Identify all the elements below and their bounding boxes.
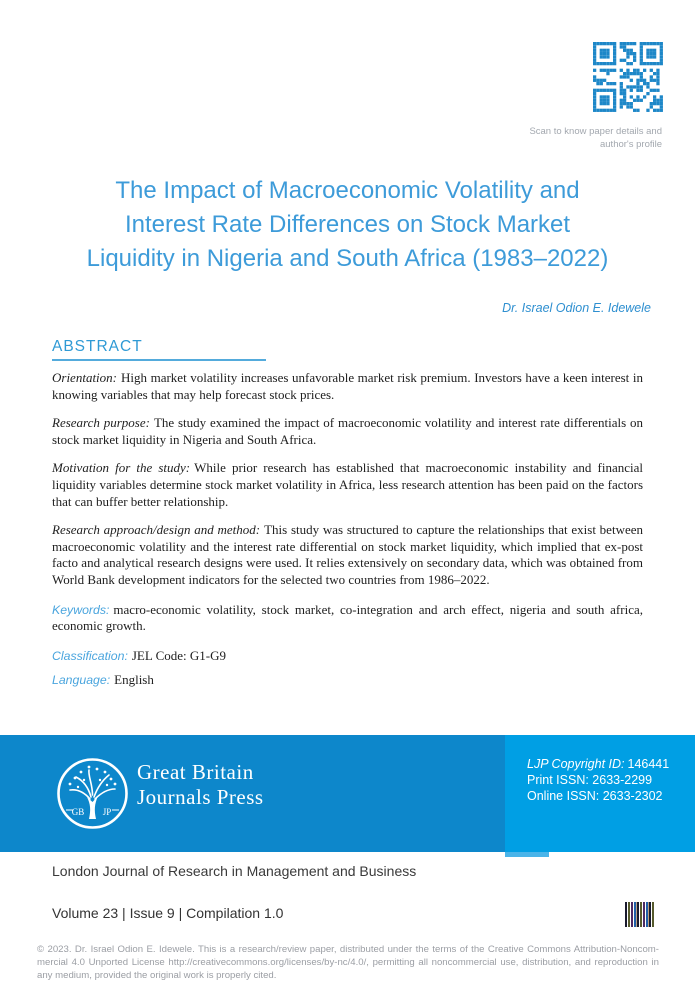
abstract-paragraph-motivation bbox=[52, 460, 643, 510]
paper-title bbox=[0, 174, 695, 276]
paper-title-line: The Impact of Macroeconomic Volatility and bbox=[115, 177, 580, 204]
paragraph-label: Orientation: bbox=[52, 370, 117, 385]
publisher-name-line: Great Britain bbox=[137, 760, 254, 784]
paper-title-line: Interest Rate Differences on Stock Market bbox=[124, 211, 571, 238]
issn-block bbox=[527, 756, 669, 804]
print-issn-line: Print ISSN: 2633-2299 bbox=[527, 773, 653, 787]
publisher-band-accent-tab bbox=[505, 852, 549, 857]
footer-copyright-notice: © 2023. Dr. Israel Odion E. Idewele. This is a research/review paper, distributed under the terms of the Creative Commons Attribution-Noncom-mercial 4.0 Unported License http://creativecommons.org/licenses/by-nc/4.0/, permitting all noncommercial use, distribution, and reproduction in any medium, provided the original work is properly cited. bbox=[37, 944, 659, 981]
copyright-id-label: LJP Copyright ID: bbox=[527, 757, 625, 771]
keywords-text: macro-economic volatility, stock market, co-integration and arch effect, nigeria and south africa, economic growth. bbox=[52, 601, 643, 634]
abstract-paragraph-method bbox=[52, 522, 643, 588]
keywords-line bbox=[52, 602, 643, 635]
publisher-name-line: Journals Press bbox=[137, 785, 264, 809]
abstract-section bbox=[52, 338, 643, 697]
paragraph-label: Motivation for the study: bbox=[52, 460, 191, 476]
logo-monogram-gb: GB bbox=[71, 807, 85, 817]
journal-name: London Journal of Research in Management and Business bbox=[52, 863, 417, 879]
tree-logo-icon bbox=[56, 757, 129, 830]
abstract-heading: ABSTRACT bbox=[52, 338, 143, 355]
publisher-name bbox=[137, 760, 264, 810]
copyright-id-line bbox=[527, 756, 669, 772]
keywords-label: Keywords: bbox=[52, 602, 110, 617]
paragraph-text: While prior research has established that macroeconomic instability and financial liquidity variables determine stock market volatility in Africa, less research attention has been paid on the factors that can buffer better relationship. bbox=[52, 460, 643, 509]
classification-label: Classification: bbox=[52, 648, 128, 663]
classification-text: JEL Code: G1-G9 bbox=[131, 647, 226, 663]
qr-caption bbox=[529, 126, 662, 151]
paragraph-label: Research approach/design and method: bbox=[52, 522, 261, 538]
language-line bbox=[52, 672, 643, 689]
abstract-heading-rule bbox=[52, 359, 266, 361]
paragraph-text: This study was structured to capture the relationships that exist between macroeconomic volatility and the interest rate differential on stock market liquidity, which implied that ex-post facto and analytical research designs were used. It relies extensively on secondary data, which was obtained from World Bank development indicators for the selected two countries from 1986–2022. bbox=[52, 522, 643, 587]
language-text: English bbox=[114, 672, 154, 688]
copyright-id-value: 146441 bbox=[627, 757, 670, 771]
classification-line bbox=[52, 648, 643, 665]
paragraph-text: High market volatility increases unfavorable market risk premium. Investors have a keen interest in knowing variables that may help forecast stock prices. bbox=[52, 370, 643, 402]
language-label: Language: bbox=[52, 673, 111, 688]
logo-monogram-jp: JP bbox=[102, 807, 112, 817]
qr-caption-line: author's profile bbox=[599, 138, 662, 150]
abstract-paragraph-orientation bbox=[52, 370, 643, 403]
abstract-paragraph-research-purpose bbox=[52, 415, 643, 448]
author-name: Dr. Israel Odion E. Idewele bbox=[502, 301, 651, 315]
online-issn-line: Online ISSN: 2633-2302 bbox=[527, 789, 663, 803]
paragraph-label: Research purpose: bbox=[52, 415, 150, 431]
paragraph-text: The study examined the impact of macroeconomic volatility and interest rate differentials on stock market liquidity in Nigeria and South Africa. bbox=[52, 415, 644, 447]
qr-caption-line: Scan to know paper details and bbox=[529, 126, 662, 137]
paper-title-line: Liquidity in Nigeria and South Africa (1983–2022) bbox=[86, 245, 609, 272]
qr-code-icon bbox=[593, 42, 663, 112]
volume-issue-compilation: Volume 23 | Issue 9 | Compilation 1.0 bbox=[52, 905, 284, 921]
barcode-icon bbox=[625, 902, 654, 927]
publisher-band bbox=[0, 735, 695, 852]
